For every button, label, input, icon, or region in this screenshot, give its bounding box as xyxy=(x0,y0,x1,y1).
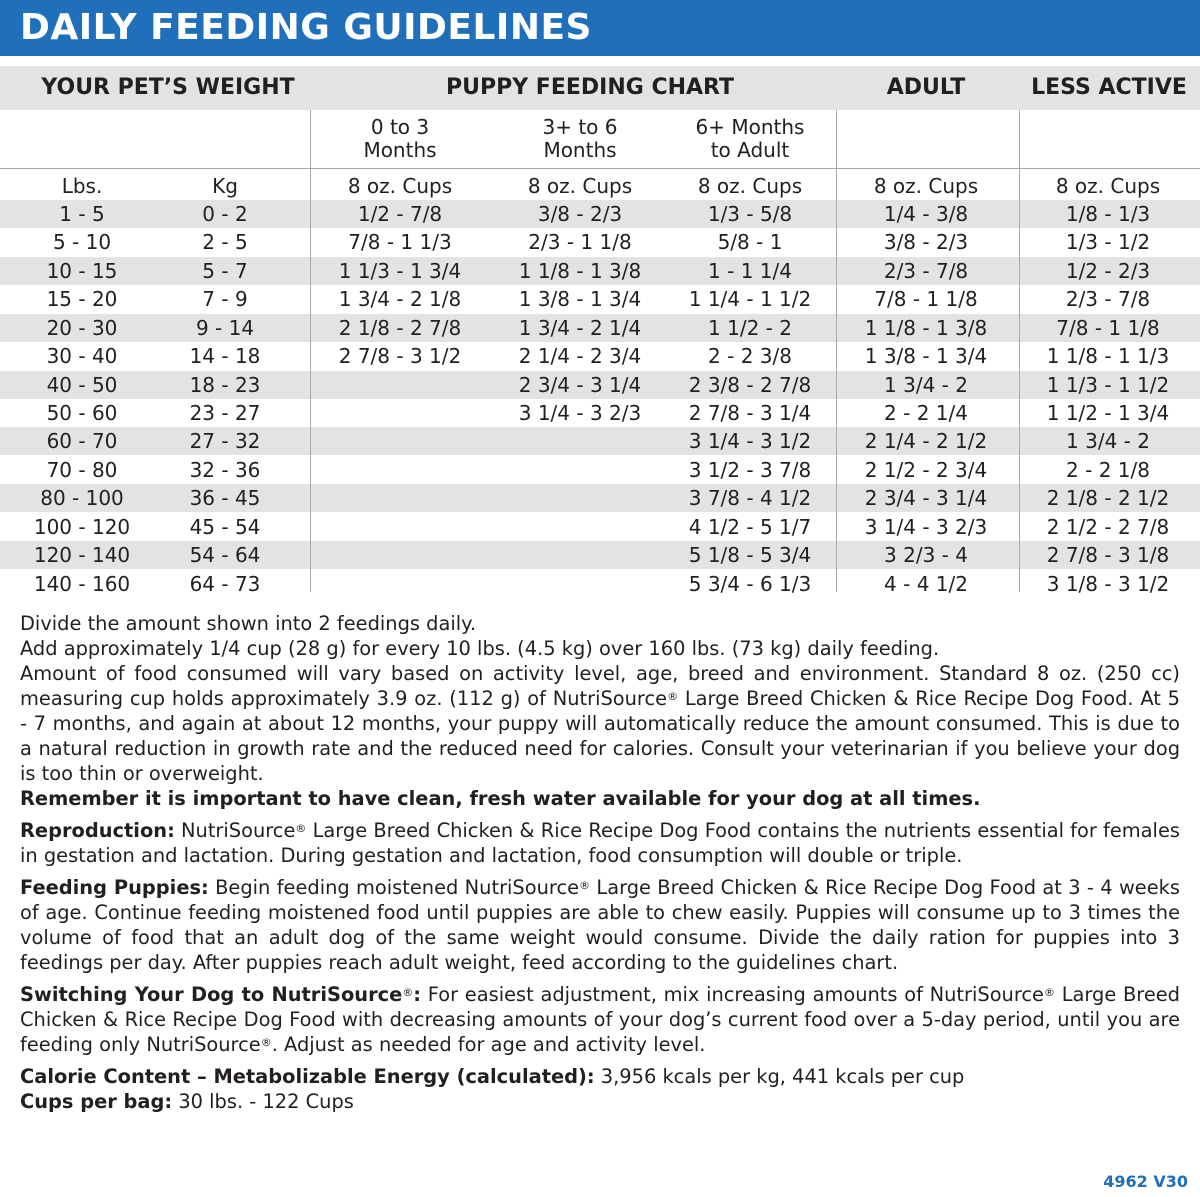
header-divider xyxy=(0,168,1200,169)
header-adult: ADULT xyxy=(886,75,966,100)
weight-kg-cell: 27 - 32 xyxy=(189,429,261,454)
cups-cell: 3 1/2 - 3 7/8 xyxy=(688,457,812,482)
cups-cell: 1/3 - 1/2 xyxy=(1065,230,1151,255)
weight-lbs-cell: 120 - 140 xyxy=(33,543,131,568)
cups-cell: 3 2/3 - 4 xyxy=(884,543,968,568)
header-less-active: LESS ACTIVE xyxy=(1031,75,1187,100)
cups-cell: 2 - 2 3/8 xyxy=(708,344,792,369)
cups-cell: 2 1/4 - 2 3/4 xyxy=(518,344,642,369)
weight-lbs-cell: 70 - 80 xyxy=(46,457,118,482)
cups-cell: 1 1/4 - 1 1/2 xyxy=(688,287,812,312)
weight-kg-cell: 54 - 64 xyxy=(189,543,261,568)
puppy-age-subheader: 6+ Months to Adult xyxy=(695,115,805,162)
product-code: 4962 V30 xyxy=(1103,1172,1188,1191)
cups-cell: 1 1/2 - 1 3/4 xyxy=(1046,401,1170,425)
unit-label: 8 oz. Cups xyxy=(873,174,979,198)
puppy-age-subheader: 3+ to 6 Months xyxy=(542,115,618,162)
cups-cell: 1 - 1 1/4 xyxy=(708,258,792,283)
unit-label: Kg xyxy=(212,174,238,198)
cups-cell: 7/8 - 1 1/8 xyxy=(874,287,978,312)
cups-cell: 1 3/4 - 2 xyxy=(884,372,968,397)
cups-cell: 1/2 - 2/3 xyxy=(1065,258,1151,283)
cups-cell: 1/8 - 1/3 xyxy=(1065,202,1151,226)
cups-cell: 2 3/4 - 3 1/4 xyxy=(864,486,988,511)
weight-lbs-cell: 5 - 10 xyxy=(52,230,112,255)
note-cups-per-bag: Cups per bag: 30 lbs. - 122 Cups xyxy=(20,1090,354,1113)
note-reproduction: Reproduction: NutriSource® Large Breed Chicken & Rice Recipe Dog Food contains the nutrients essential for females in gestation and lactation. During gestation and lactation, food consumption will double or triple. xyxy=(20,819,1180,867)
cups-cell: 1 1/3 - 1 1/2 xyxy=(1046,372,1170,397)
weight-lbs-cell: 50 - 60 xyxy=(46,401,118,425)
cups-cell: 1 3/8 - 1 3/4 xyxy=(864,344,988,369)
cups-cell: 1 1/8 - 1 3/8 xyxy=(864,315,988,340)
notes-section xyxy=(20,611,1180,1114)
cups-cell: 2 - 2 1/4 xyxy=(884,401,968,425)
weight-lbs-cell: 1 - 5 xyxy=(59,202,105,226)
weight-lbs-cell: 10 - 15 xyxy=(46,258,118,283)
cups-cell: 3 1/8 - 3 1/2 xyxy=(1046,571,1170,596)
note-add: Add approximately 1/4 cup (28 g) for every 10 lbs. (4.5 kg) over 160 lbs. (73 kg) daily feeding. xyxy=(20,637,940,660)
cups-cell: 3 1/4 - 3 1/2 xyxy=(688,429,812,454)
cups-cell: 3 7/8 - 4 1/2 xyxy=(688,486,812,511)
cups-cell: 3/8 - 2/3 xyxy=(537,202,623,226)
cups-cell: 2 1/2 - 2 3/4 xyxy=(864,457,988,482)
weight-lbs-cell: 60 - 70 xyxy=(46,429,118,454)
weight-kg-cell: 64 - 73 xyxy=(189,571,261,596)
cups-cell: 1 1/8 - 1 3/8 xyxy=(518,258,642,283)
header-weight: YOUR PET’S WEIGHT xyxy=(41,75,295,100)
weight-lbs-cell: 30 - 40 xyxy=(46,344,118,369)
weight-kg-cell: 0 - 2 xyxy=(202,202,248,226)
cups-cell: 1/2 - 7/8 xyxy=(357,202,443,226)
cups-cell: 1 1/3 - 1 3/4 xyxy=(338,258,462,283)
weight-lbs-cell: 140 - 160 xyxy=(33,571,131,596)
page-title: DAILY FEEDING GUIDELINES xyxy=(20,7,592,48)
cups-cell: 2 1/4 - 2 1/2 xyxy=(864,429,988,454)
unit-label: 8 oz. Cups xyxy=(527,174,633,198)
cups-cell: 5/8 - 1 xyxy=(717,230,783,255)
unit-label: 8 oz. Cups xyxy=(1055,174,1161,198)
cups-cell: 5 3/4 - 6 1/3 xyxy=(688,571,812,596)
weight-kg-cell: 2 - 5 xyxy=(202,230,248,255)
weight-kg-cell: 9 - 14 xyxy=(195,315,255,340)
cups-cell: 1 3/8 - 1 3/4 xyxy=(518,287,642,312)
weight-lbs-cell: 100 - 120 xyxy=(33,514,131,539)
weight-lbs-cell: 40 - 50 xyxy=(46,372,118,397)
cups-cell: 2 - 2 1/8 xyxy=(1066,457,1150,482)
unit-label: 8 oz. Cups xyxy=(347,174,453,198)
cups-cell: 1/4 - 3/8 xyxy=(883,202,969,226)
cups-cell: 2 3/4 - 3 1/4 xyxy=(518,372,642,397)
weight-lbs-cell: 15 - 20 xyxy=(46,287,118,312)
cups-cell: 1/3 - 5/8 xyxy=(707,202,793,226)
note-switching: Switching Your Dog to NutriSource®: For easiest adjustment, mix increasing amounts of NutriSource® Large Breed Chicken & Rice Recipe Dog Food with decreasing amounts of your dog’s current food over a 5-day period, until you are feeding only NutriSource®. Adjust as needed for age and activity level. xyxy=(20,983,1180,1056)
weight-kg-cell: 7 - 9 xyxy=(202,287,248,312)
weight-kg-cell: 32 - 36 xyxy=(189,457,261,482)
header-puppy: PUPPY FEEDING CHART xyxy=(445,75,735,100)
cups-cell: 2 7/8 - 3 1/8 xyxy=(1046,543,1170,568)
cups-cell: 5 1/8 - 5 3/4 xyxy=(688,543,812,568)
weight-kg-cell: 45 - 54 xyxy=(189,514,261,539)
cups-cell: 2/3 - 7/8 xyxy=(1065,287,1151,312)
cups-cell: 2 1/2 - 2 7/8 xyxy=(1046,514,1170,539)
cups-cell: 3/8 - 2/3 xyxy=(883,230,969,255)
cups-cell: 2/3 - 7/8 xyxy=(883,258,969,283)
weight-kg-cell: 5 - 7 xyxy=(202,258,248,283)
cups-cell: 2 7/8 - 3 1/4 xyxy=(688,401,812,425)
weight-lbs-cell: 80 - 100 xyxy=(40,486,124,511)
note-remember: Remember it is important to have clean, fresh water available for your dog at all times. xyxy=(20,787,981,810)
cups-cell: 4 - 4 1/2 xyxy=(884,571,968,596)
cups-cell: 1 3/4 - 2 1/4 xyxy=(518,315,642,340)
note-divide: Divide the amount shown into 2 feedings daily. xyxy=(20,612,477,635)
weight-kg-cell: 36 - 45 xyxy=(189,486,261,511)
weight-kg-cell: 23 - 27 xyxy=(189,401,261,425)
puppy-age-subheader: 0 to 3 Months xyxy=(363,115,437,162)
note-feeding-puppies: Feeding Puppies: Begin feeding moistened NutriSource® Large Breed Chicken & Rice Recipe Dog Food at 3 - 4 weeks of age. Continue feeding moistened food until puppies are able to chew easily. Puppies will consume up to 3 times the volume of food that an adult dog of the same weight would consume. Divide the daily ration for puppies into 3 feedings per day. After puppies reach adult weight, feed according to the guidelines chart. xyxy=(20,876,1180,974)
unit-label: 8 oz. Cups xyxy=(697,174,803,198)
cups-cell: 2/3 - 1 1/8 xyxy=(528,230,632,255)
weight-kg-cell: 18 - 23 xyxy=(189,372,261,397)
cups-cell: 2 1/8 - 2 7/8 xyxy=(338,315,462,340)
cups-cell: 1 1/2 - 2 xyxy=(708,315,792,340)
cups-cell: 2 7/8 - 3 1/2 xyxy=(338,344,462,369)
unit-label: Lbs. xyxy=(61,174,103,198)
cups-cell: 7/8 - 1 1/3 xyxy=(348,230,452,255)
cups-cell: 4 1/2 - 5 1/7 xyxy=(688,514,812,539)
cups-cell: 1 3/4 - 2 xyxy=(1066,429,1150,454)
cups-cell: 3 1/4 - 3 2/3 xyxy=(518,401,642,425)
cups-cell: 1 3/4 - 2 1/8 xyxy=(338,287,462,312)
title-banner xyxy=(0,0,1200,56)
cups-cell: 7/8 - 1 1/8 xyxy=(1056,315,1160,340)
cups-cell: 2 1/8 - 2 1/2 xyxy=(1046,486,1170,511)
weight-kg-cell: 14 - 18 xyxy=(189,344,261,369)
note-calorie-content: Calorie Content – Metabolizable Energy (calculated): 3,956 kcals per kg, 441 kcals per cup xyxy=(20,1065,965,1088)
cups-cell: 3 1/4 - 3 2/3 xyxy=(864,514,988,539)
weight-lbs-cell: 20 - 30 xyxy=(46,315,118,340)
note-amount: Amount of food consumed will vary based on activity level, age, breed and environment. Standard 8 oz. (250 cc) measuring cup holds approximately 3.9 oz. (112 g) of NutriSource® Large Breed Chicken & Rice Recipe Dog Food. At 5 - 7 months, and again at about 12 months, your puppy will automatically reduce the amount consumed. This is due to a natural reduction in growth rate and the reduced need for calories. Consult your veterinarian if you believe your dog is too thin or overweight. xyxy=(20,662,1180,785)
cups-cell: 1 1/8 - 1 1/3 xyxy=(1046,344,1170,369)
cups-cell: 2 3/8 - 2 7/8 xyxy=(688,372,812,397)
